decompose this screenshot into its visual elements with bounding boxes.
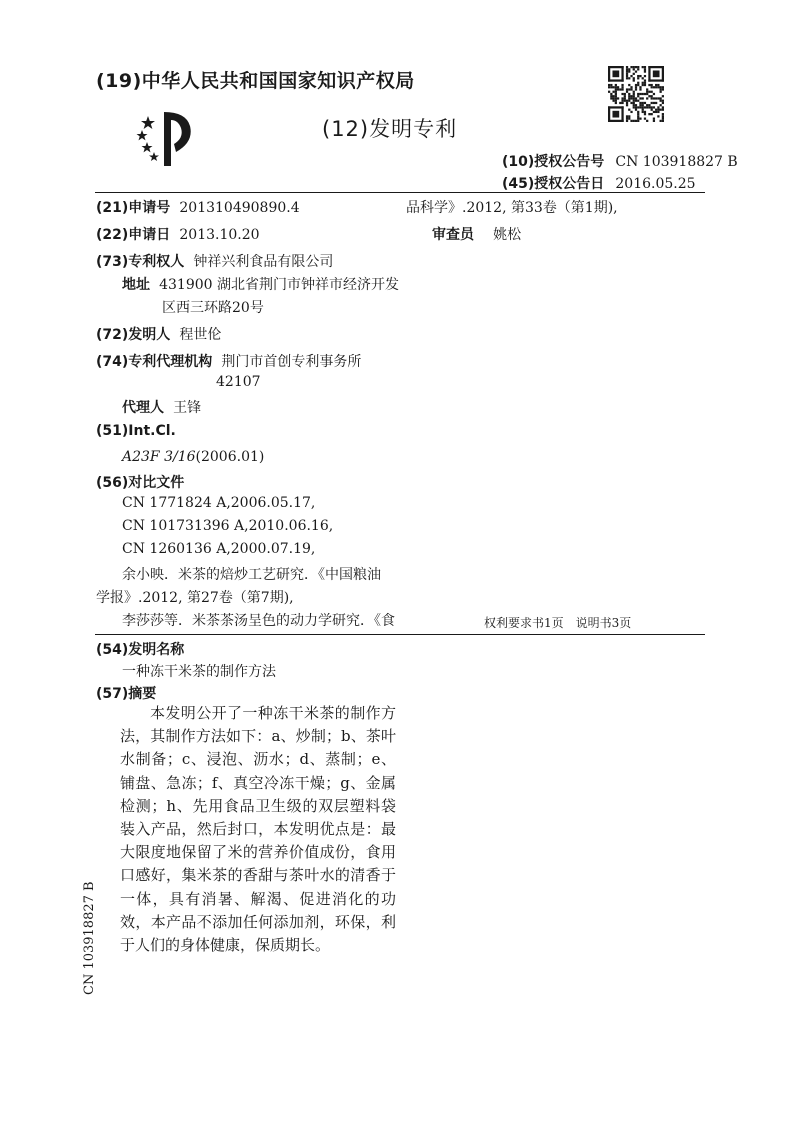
reference-item: 学报》.2012, 第27卷（第7期),: [96, 590, 294, 606]
side-publication-number: CN 103918827 B: [82, 881, 97, 995]
address-line1: 431900 湖北省荆门市钟祥市经济开发: [159, 277, 399, 293]
reference-item: CN 1260136 A,2000.07.19,: [122, 541, 316, 557]
agent: [122, 397, 201, 417]
examiner-label: 审查员: [432, 227, 474, 243]
inventor-value: 程世伦: [179, 327, 222, 343]
reference-item: CN 101731396 A,2010.06.16,: [122, 518, 334, 534]
intcl-class: A23F 3/16: [122, 449, 196, 465]
inventor-label: (72)发明人: [96, 327, 171, 343]
application-date: [96, 224, 260, 244]
address: [122, 274, 399, 294]
address-line2: 区西三环路20号: [162, 300, 264, 316]
authority-name: (19)中华人民共和国国家知识产权局: [96, 70, 415, 92]
agency-value: 荆门市首创专利事务所: [221, 354, 362, 370]
address-label: 地址: [122, 277, 150, 293]
reference-item: 李莎莎等．米茶茶汤呈色的动力学研究．《食: [122, 613, 395, 629]
reference-item: CN 1771824 A,2006.05.17,: [122, 495, 316, 511]
grant-pub-no-value: CN 103918827 B: [615, 154, 738, 170]
patentee-label: (73)专利权人: [96, 254, 185, 270]
abstract-label: (57)摘要: [96, 686, 157, 702]
agency: [96, 351, 361, 371]
references-label: (56)对比文件: [96, 475, 185, 491]
grant-pub-date: [502, 173, 696, 193]
reference-item: 余小映．米茶的焙炒工艺研究．《中国粮油: [122, 567, 381, 583]
agent-label: 代理人: [122, 400, 164, 416]
agency-label: (74)专利代理机构: [96, 354, 213, 370]
document-kind: (12)发明专利: [322, 117, 458, 141]
patentee: [96, 251, 333, 271]
intcl-label: (51)Int.Cl.: [96, 423, 176, 439]
invention-title-label: (54)发明名称: [96, 642, 185, 658]
sipo-emblem-icon: [134, 108, 206, 170]
app-date-label: (22)申请日: [96, 227, 171, 243]
inventor: [96, 324, 221, 344]
intcl-classification: [122, 446, 264, 465]
application-number: [96, 197, 300, 217]
patentee-value: 钟祥兴利食品有限公司: [193, 254, 334, 270]
grant-pub-no: [502, 151, 738, 171]
section-divider: [95, 634, 705, 635]
examiner: [432, 224, 521, 244]
intcl-version: (2006.01): [195, 449, 265, 465]
qr-code-icon: [608, 66, 664, 122]
reference-continued: 品科学》.2012, 第33卷（第1期),: [406, 200, 618, 216]
grant-pub-no-label: (10)授权公告号: [502, 154, 605, 170]
examiner-value: 姚松: [493, 227, 522, 243]
app-no-label: (21)申请号: [96, 200, 171, 216]
agency-code: 42107: [216, 374, 261, 390]
header-divider: [95, 192, 705, 193]
grant-pub-date-label: (45)授权公告日: [502, 176, 605, 192]
pages-note: 权利要求书1页 说明书3页: [484, 616, 632, 630]
grant-pub-date-value: 2016.05.25: [615, 176, 696, 192]
invention-title: 一种冻干米茶的制作方法: [122, 664, 276, 680]
agent-value: 王锋: [173, 400, 202, 416]
app-no-value: 201310490890.4: [179, 200, 300, 216]
abstract-text: 本发明公开了一种冻干米茶的制作方法，其制作方法如下：a、炒制；b、茶叶水制备；c、浸泡、沥水；d、蒸制；e、铺盘、急冻；f、真空冷冻干燥；g、金属检测；h、先用食品卫生级的双层塑料袋装入产品，然后封口，本发明优点是：最大限度地保留了米的营养价值成份，食用口感好，集米茶的香甜与茶叶水的清香于一体，具有消暑、解渴、促进消化的功效，本产品不添加任何添加剂，环保，利于人们的身体健康，保质期长。: [120, 704, 396, 955]
app-date-value: 2013.10.20: [179, 227, 260, 243]
